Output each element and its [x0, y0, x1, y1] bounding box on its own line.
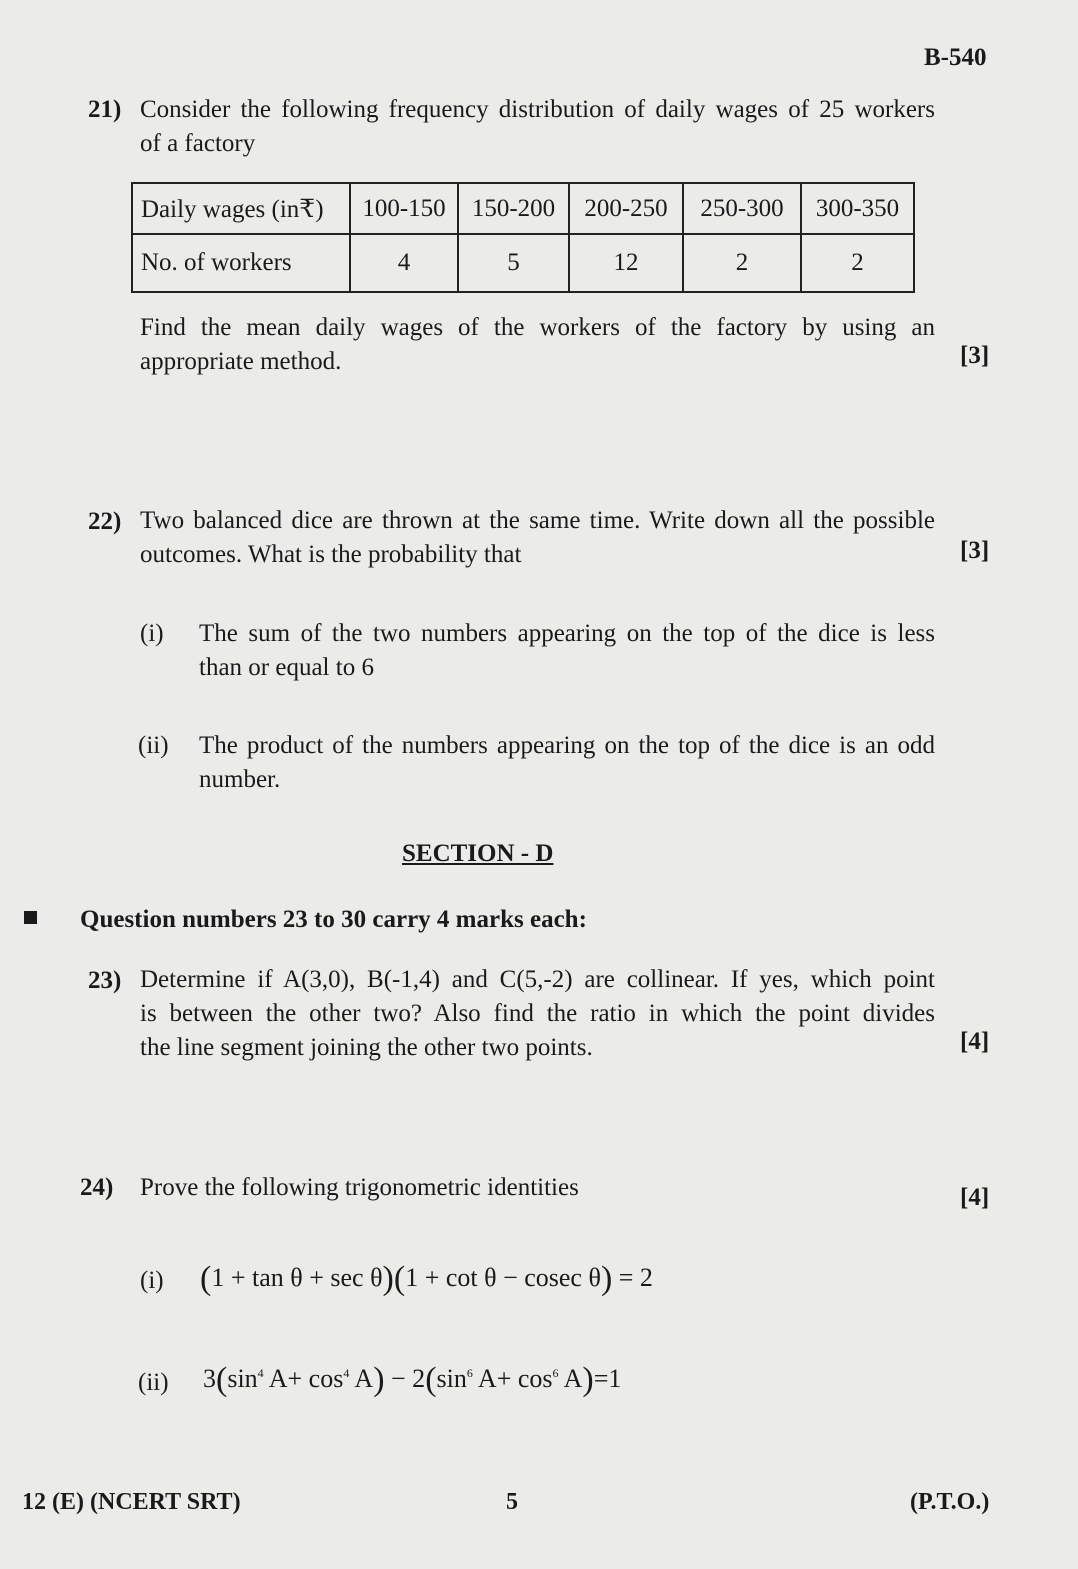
question-23-line-2: is between the other two? Also find the ratio in which the point divides — [140, 1000, 935, 1027]
question-21-marks: [3] — [960, 342, 990, 369]
equation-part: A+ cos — [263, 1364, 344, 1393]
equation-part: 6 — [466, 1366, 473, 1380]
equation-part: 1 + cot θ − cosec θ — [405, 1263, 601, 1292]
equation-part: 6 — [552, 1366, 559, 1380]
question-22-number: 22) — [88, 508, 122, 535]
equation-part: 4 — [257, 1366, 264, 1380]
equation-part: − 2 — [384, 1364, 426, 1393]
table-cell: 300-350 — [801, 183, 914, 234]
question-22-line-2: outcomes. What is the probability that — [140, 541, 522, 568]
question-21-number: 21) — [88, 96, 122, 123]
equation-part: ) — [382, 1260, 394, 1297]
equation-part: ) — [582, 1361, 594, 1398]
equation-part: ( — [393, 1260, 406, 1297]
question-22-sub-2-label: (ii) — [138, 732, 169, 759]
bullet-square-icon — [24, 911, 37, 924]
question-22-line-1: Two balanced dice are thrown at the same time. Write down all the possible — [140, 507, 935, 534]
equation-part: = 2 — [618, 1263, 653, 1292]
table-cell: 12 — [569, 234, 683, 292]
question-22-sub-1-label: (i) — [140, 620, 164, 647]
section-instruction: Question numbers 23 to 30 carry 4 marks each: — [80, 906, 587, 933]
paper-code: B-540 — [924, 44, 987, 71]
question-22-sub-1-line-1: The sum of the two numbers appearing on the top of the dice is less — [199, 620, 935, 647]
question-24-number: 24) — [80, 1174, 114, 1201]
equation-part: =1 — [593, 1364, 622, 1393]
table-header-row — [132, 183, 914, 234]
table-cell: 5 — [458, 234, 569, 292]
question-22-sub-1-line-2: than or equal to 6 — [199, 654, 374, 681]
table-cell: 4 — [350, 234, 458, 292]
page-number: 5 — [506, 1489, 518, 1515]
question-21-line-4: appropriate method. — [140, 348, 342, 375]
table-cell: 200-250 — [569, 183, 683, 234]
question-21-line-2: of a factory — [140, 130, 256, 157]
equation-part: 4 — [343, 1366, 350, 1380]
equation-part: ( — [425, 1361, 437, 1398]
question-21-line-3: Find the mean daily wages of the workers of the factory by using an — [140, 314, 935, 341]
table-cell: 2 — [683, 234, 801, 292]
equation-part: A+ cos — [472, 1364, 553, 1393]
table-cell: 100-150 — [350, 183, 458, 234]
question-24-sub-2-label: (ii) — [138, 1369, 169, 1396]
table-row — [132, 234, 914, 292]
equation-part: A — [558, 1364, 583, 1393]
question-24-sub-1-label: (i) — [140, 1267, 164, 1294]
question-21-line-1: Consider the following frequency distribution of daily wages of 25 workers — [140, 96, 935, 123]
question-24-line-1: Prove the following trigonometric identities — [140, 1174, 579, 1201]
equation-part: A — [349, 1364, 374, 1393]
wages-table — [131, 182, 915, 293]
equation-part: ( — [216, 1361, 228, 1398]
equation-part: ) — [373, 1361, 385, 1398]
equation-part: ) — [600, 1260, 613, 1297]
equation-part: sin — [436, 1364, 467, 1393]
section-title: SECTION - D — [402, 840, 554, 867]
identity-1-equation — [200, 1260, 653, 1298]
question-22-sub-2-line-2: number. — [199, 766, 281, 793]
table-cell: No. of workers — [132, 234, 350, 292]
question-23-line-3: the line segment joining the other two points. — [140, 1034, 593, 1061]
footer-course-code: 12 (E) (NCERT SRT) — [22, 1489, 241, 1515]
table-cell: 2 — [801, 234, 914, 292]
question-22-sub-2-line-1: The product of the numbers appearing on the top of the dice is an odd — [199, 732, 935, 759]
question-22-marks: [3] — [960, 537, 990, 564]
question-23-line-1: Determine if A(3,0), B(-1,4) and C(5,-2) are collinear. If yes, which point — [140, 966, 935, 993]
equation-part: sin — [227, 1364, 258, 1393]
question-23-marks: [4] — [960, 1028, 990, 1055]
table-cell: 250-300 — [683, 183, 801, 234]
question-24-marks: [4] — [960, 1184, 990, 1211]
identity-2-equation — [203, 1361, 621, 1399]
table-cell: 150-200 — [458, 183, 569, 234]
table-cell: Daily wages (in₹) — [132, 183, 350, 234]
question-23-number: 23) — [88, 967, 122, 994]
footer-pto: (P.T.O.) — [910, 1489, 990, 1515]
equation-part: 3 — [203, 1364, 216, 1393]
equation-part: ( — [200, 1260, 212, 1297]
equation-part: 1 + tan θ + sec θ — [211, 1263, 383, 1292]
